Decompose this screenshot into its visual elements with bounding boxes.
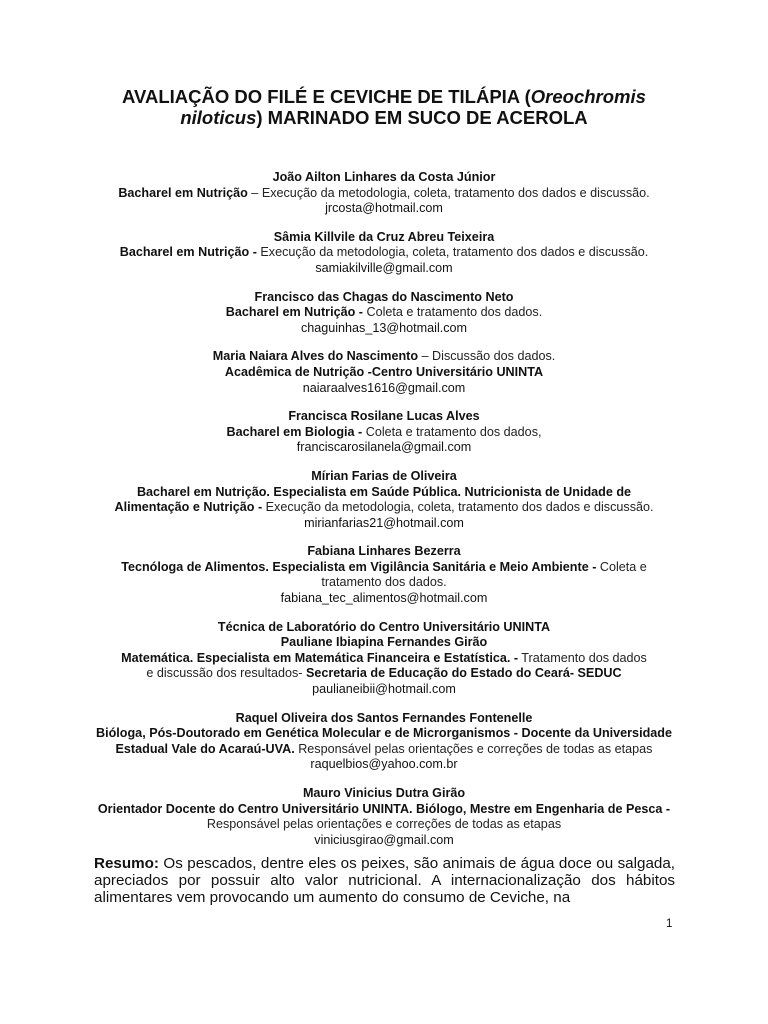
title-part2: ) MARINADO EM SUCO DE ACEROLA [256, 107, 588, 128]
author-email: naiaraalves1616@gmail.com [302, 380, 466, 395]
author-block [80, 349, 688, 396]
author-name: Raquel Oliveira dos Santos Fernandes Fontenelle [235, 710, 533, 725]
page-number: 1 [666, 918, 673, 930]
author-contribution: – Discussão dos dados. [418, 349, 556, 364]
author-contribution: Responsável pelas orientações e correções de todas as etapas [294, 741, 653, 756]
author-contribution: Coleta e tratamento dos dados, [362, 424, 542, 439]
author-role: Matemática. Especialista em Matemática Financeira e Estatística. - [121, 650, 519, 665]
author-role: Acadêmica de Nutrição -Centro Universitário UNINTA [224, 364, 544, 379]
author-role-line1: Bacharel em Nutrição. Especialista em Saúde Pública. Nutricionista de Unidade de [136, 484, 632, 499]
author-name: Mauro Vinicius Dutra Girão [302, 786, 466, 800]
author-contribution: Execução da metodologia, coleta, tratamento dos dados e discussão. [262, 500, 654, 515]
author-institution: Secretaria de Educação do Estado do Ceará- SEDUC [302, 666, 622, 681]
author-block [80, 469, 688, 531]
author-name: Francisca Rosilane Lucas Alves [288, 409, 480, 424]
author-block [80, 544, 688, 606]
abstract-text: Os pescados, dentre eles os peixes, são animais de água doce ou salgada, apreciados por possuir alto valor nutricional. A internacionalização dos hábitos alimentares vem provocando um aumento do consumo de Ceviche, na [94, 855, 675, 906]
author-contribution: – Execução da metodologia, coleta, tratamento dos dados e discussão. [247, 185, 650, 200]
author-block [80, 290, 688, 337]
author-name: Francisco das Chagas do Nascimento Neto [254, 289, 514, 304]
author-role: Bacharel em Biologia - [226, 424, 363, 439]
author-email: viniciusgirao@gmail.com [314, 832, 454, 847]
paper-title [100, 86, 668, 128]
author-name: Fabiana Linhares Bezerra [307, 544, 461, 559]
author-role: Tecnóloga de Alimentos. Especialista em Vigilância Sanitária e Meio Ambiente - [121, 559, 597, 574]
title-species-genus: Oreochromis [530, 86, 646, 107]
author-role: Bacharel em Nutrição [118, 185, 248, 200]
author-role: Orientador Docente do Centro Universitário UNINTA. Biólogo, Mestre em Engenharia de Pesca - [97, 801, 671, 816]
author-block [80, 786, 688, 848]
author-role: Bacharel em Nutrição - [225, 305, 363, 320]
author-email: chaguinhas_13@hotmail.com [300, 320, 468, 335]
author-contribution: Coleta e tratamento dos dados. [362, 305, 543, 320]
abstract-paragraph [94, 855, 675, 906]
author-email: franciscarosilanela@gmail.com [296, 440, 472, 455]
author-block [80, 409, 688, 456]
author-block [80, 620, 688, 698]
author-block [80, 711, 688, 773]
author-role: Bióloga, Pós-Doutorado em Genética Molecular e de Microrganismos - Docente da Universidade Estadual Vale do Acaraú-UVA. [96, 726, 672, 756]
author-list [80, 170, 688, 861]
author-name: Pauliane Ibiapina Fernandes Girão [280, 635, 488, 650]
author-block [80, 170, 688, 217]
author-role: Alimentação e Nutrição - [114, 500, 263, 515]
author-role: Bacharel em Nutrição - [119, 245, 257, 260]
author-email: mirianfarias21@hotmail.com [304, 515, 464, 530]
author-contribution: Coleta e tratamento dos dados. [321, 559, 647, 590]
author-name: Maria Naiara Alves do Nascimento [212, 349, 419, 364]
author-name: Sâmia Killvile da Cruz Abreu Teixeira [273, 229, 495, 244]
author-email: raquelbios@yahoo.com.br [310, 757, 458, 772]
author-contribution: Execução da metodologia, coleta, tratamento dos dados e discussão. [256, 245, 649, 260]
title-species-epithet: niloticus [180, 107, 257, 128]
author-email: jrcosta@hotmail.com [325, 201, 443, 216]
title-part1: AVALIAÇÃO DO FILÉ E CEVICHE DE TILÁPIA ( [122, 86, 531, 107]
author-email: fabiana_tec_alimentos@hotmail.com [280, 591, 488, 606]
author-email: samiakilville@gmail.com [315, 260, 453, 275]
author-affiliation: Técnica de Laboratório do Centro Universitário UNINTA [217, 619, 551, 634]
author-email: paulianeibii@hotmail.com [312, 682, 456, 697]
author-name: Mírian Farias de Oliveira [311, 468, 457, 483]
author-contribution: Responsável pelas orientações e correções de todas as etapas [206, 817, 562, 832]
author-contribution: Tratamento dos dados e discussão dos resultados- [146, 650, 647, 681]
abstract-label: Resumo: [94, 855, 159, 872]
author-name: João Ailton Linhares da Costa Júnior [272, 170, 496, 184]
author-block [80, 230, 688, 277]
